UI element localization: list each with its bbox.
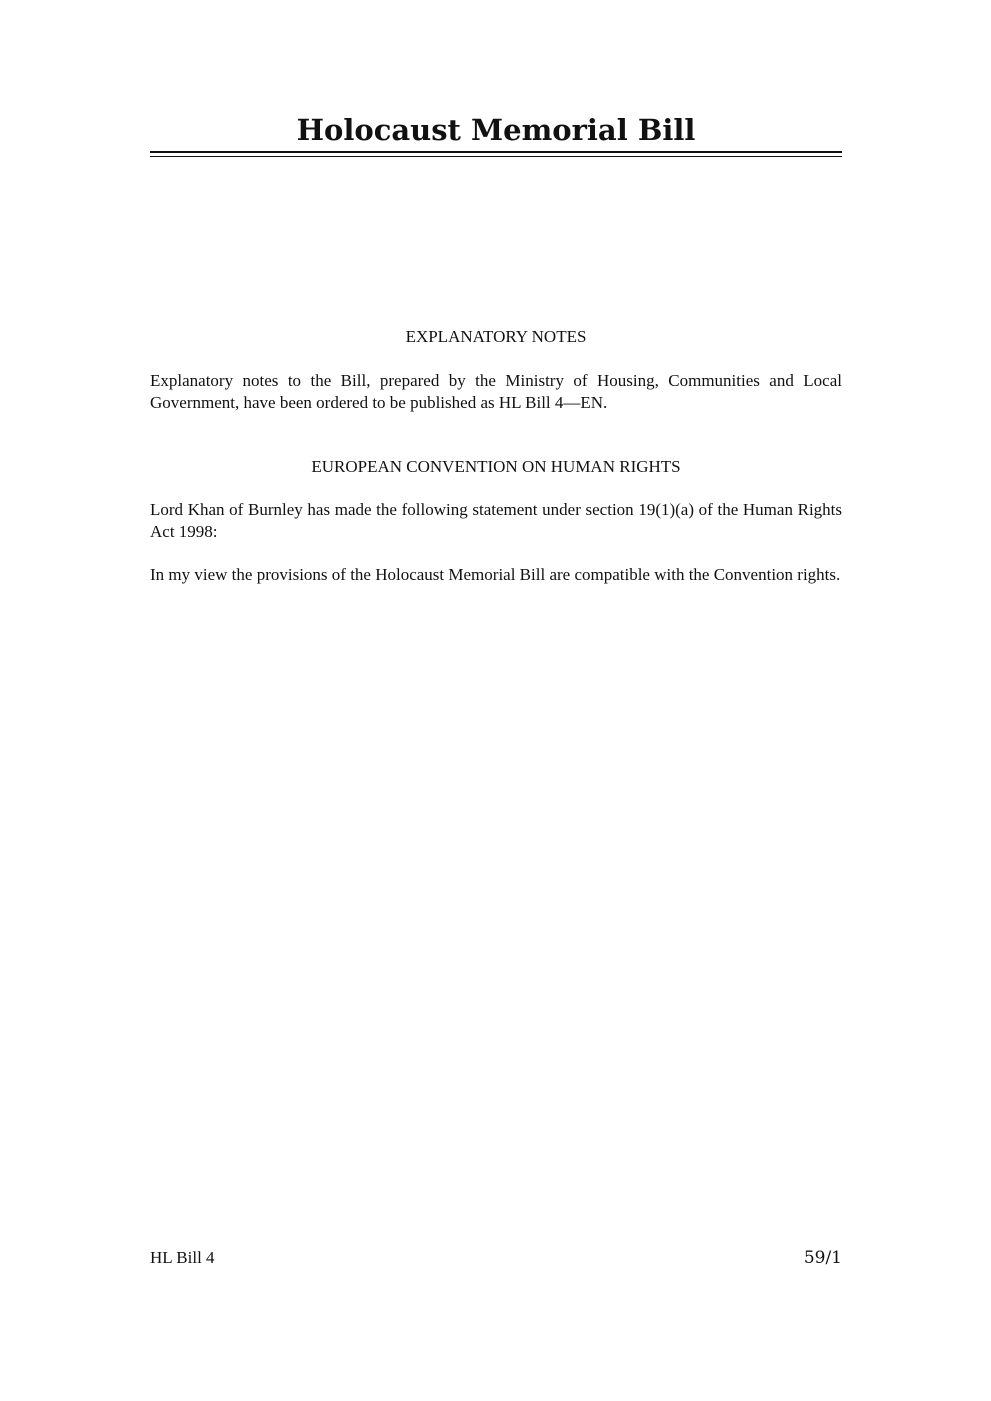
bill-reference: HL Bill 4	[150, 1248, 215, 1267]
explanatory-notes-paragraph: Explanatory notes to the Bill, prepared by the Ministry of Housing, Communities and Local Government, have been ordered to be published as HL Bill 4—EN.	[150, 371, 842, 412]
echr-statement: In my view the provisions of the Holocaust Memorial Bill are compatible with the Convention rights.	[150, 565, 841, 584]
echr-heading: EUROPEAN CONVENTION ON HUMAN RIGHTS	[311, 457, 681, 476]
title-rule-thin	[150, 156, 842, 157]
page-code: 59/1	[803, 1248, 842, 1268]
title-rule-thick	[150, 151, 842, 153]
echr-statement-intro: Lord Khan of Burnley has made the following statement under section 19(1)(a) of the Human Rights Act 1998:	[150, 500, 842, 541]
bill-title: Holocaust Memorial Bill	[296, 113, 696, 147]
explanatory-notes-heading: EXPLANATORY NOTES	[405, 327, 587, 346]
